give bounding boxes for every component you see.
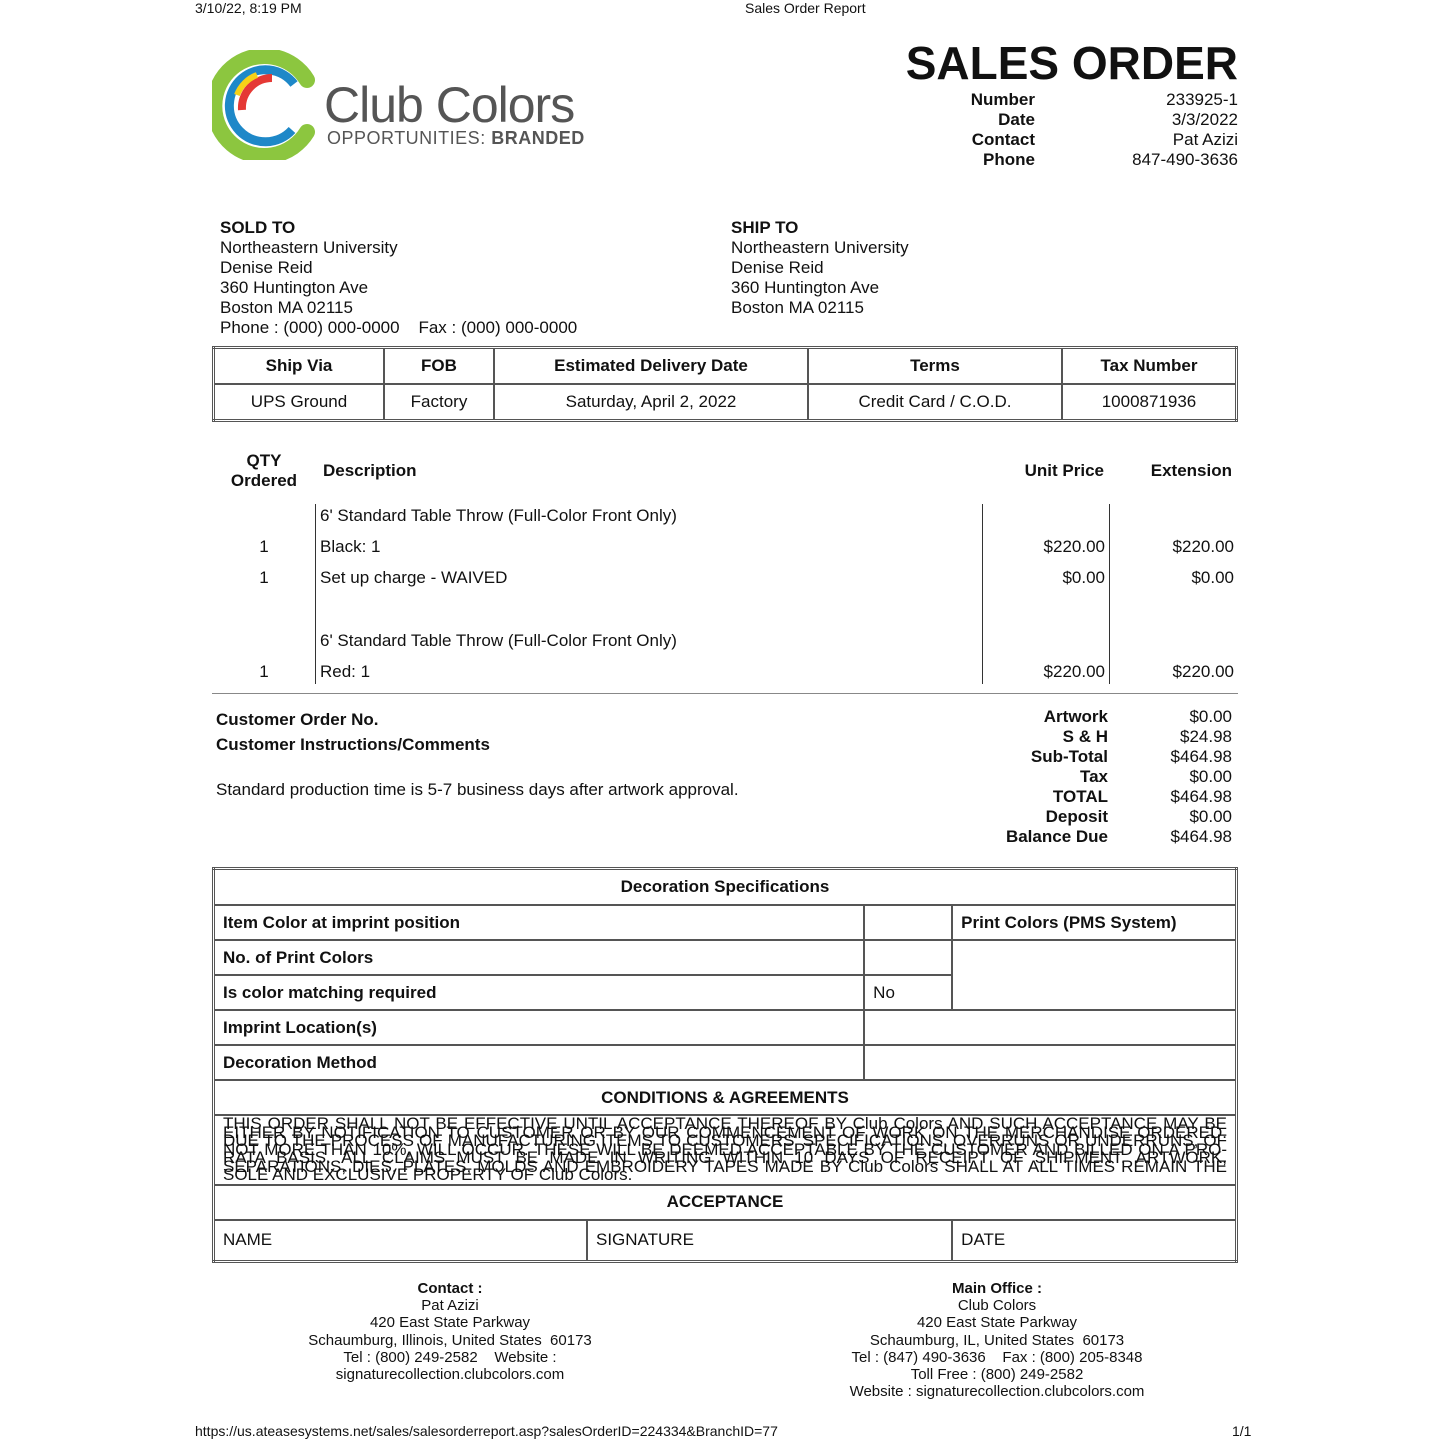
print-datetime: 3/10/22, 8:19 PM [195, 0, 302, 16]
column-divider [982, 504, 983, 684]
totals-row-total: TOTAL $464.98 [1052, 787, 1232, 806]
delivery-date-value: Saturday, April 2, 2022 [494, 384, 808, 421]
num-print-colors-value [864, 940, 952, 975]
table-row: 6' Standard Table Throw (Full-Color Front Only) [320, 631, 677, 650]
color-matching-label: Is color matching required [214, 975, 865, 1010]
decoration-method-label: Decoration Method [214, 1045, 865, 1080]
column-divider [315, 504, 316, 684]
sold-to-line: 360 Huntington Ave [220, 278, 369, 297]
totals-row-deposit: Deposit $0.00 [1045, 807, 1232, 826]
customer-order-no-label: Customer Order No. [216, 710, 379, 729]
shipping-header-row [214, 348, 1237, 385]
totals-row-tax: Tax $0.00 [1079, 767, 1232, 786]
imprint-location-value [864, 1010, 1236, 1045]
item-color-value [864, 905, 952, 940]
sold-to-phone: Phone : (000) 000-0000 Fax : (000) 000-0000 [220, 318, 578, 337]
shipping-table [212, 346, 1238, 422]
conditions-text: THIS ORDER SHALL NOT BE EFFECTIVE UNTIL ACCEPTANCE THEREOF BY Club Colors AND SUCH ACCEPTANCE MAY BE EITHER BY NOTIFICATION TO CUSTOMER OR BY OUR COMMENCEMENT OF WORK ON THE MERCHANDISE ORDERED. DUE TO THE PROCESS OF MANUFACTURING ITEMS TO CUSTOMERS' SPECIFICATIONS, OVERRUNS OR UNDERRUNS, OF NOT MORE THAN 10%, WILL OCCUR. THESE WILL BE DEEMED ACCEPTABLE BY THE CUSTOMER AND BILLED ON A PRO-RATA BASIS. ALL CLAIMS MUST BE MADE IN WRITING WITHIN 10 DAYS OF RECEIPT OF SHIPMENT. ARTWORK, SEPARATIONS, DIES, PLATES, MOLDS AND EMBROIDERY TAPES MADE BY Club Colors SHALL AT ALL TIMES REMAIN THE SOLE AND EXCLUSIVE PROPERTY OF Club Colors. [214, 1115, 1237, 1185]
totals-row-balance-due: Balance Due $464.98 [1005, 827, 1232, 846]
imprint-location-label: Imprint Location(s) [214, 1010, 865, 1045]
decoration-method-value [864, 1045, 1236, 1080]
order-date-row: Date 3/3/2022 [998, 110, 1238, 129]
print-url: https://us.ateasesystems.net/sales/salesorderreport.asp?salesOrderID=224334&BranchID=77 [195, 1423, 778, 1439]
conditions-title: CONDITIONS & AGREEMENTS [214, 1080, 1237, 1115]
decoration-title: Decoration Specifications [214, 869, 1237, 906]
acceptance-name-field[interactable]: NAME [214, 1220, 588, 1262]
table-row: 1 Black: 1 $220.00 $220.00 [259, 537, 1234, 556]
fob-value: Factory [384, 384, 494, 421]
order-number-row: Number 233925-1 [970, 90, 1238, 109]
logo-tagline-suffix: BRANDED [491, 128, 585, 148]
table-row: 1 Red: 1 $220.00 $220.00 [259, 662, 1234, 681]
print-colors-label: Print Colors (PMS System) [952, 905, 1236, 940]
table-row: 6' Standard Table Throw (Full-Color Front Only) [320, 506, 677, 525]
totals-block [998, 707, 1232, 847]
acceptance-signature-field[interactable]: SIGNATURE [587, 1220, 952, 1262]
footer-main-office: Main Office : Club Colors 420 East State Parkway Schaumburg, IL, United States 60173 Tel : (847) 490-3636 Fax : (800) 205-8348 Toll Free : (800) 249-2582 Website : signaturecollection.clubcolors.com [849, 1280, 1145, 1401]
qty-header: QTY Ordered [230, 451, 298, 490]
customer-note: Standard production time is 5-7 business days after artwork approval. [216, 780, 739, 799]
terms-header: Terms [808, 348, 1062, 385]
sold-to-heading: SOLD TO [220, 218, 296, 237]
logo-mark-icon [212, 50, 322, 160]
delivery-date-header: Estimated Delivery Date [494, 348, 808, 385]
column-divider [1109, 504, 1110, 684]
footer-contact: Contact : Pat Azizi 420 East State Parkway Schaumburg, Illinois, United States 60173 Tel : (800) 249-2582 Website : signaturecollection.clubcolors.com [308, 1280, 592, 1384]
shipping-value-row [214, 384, 1237, 421]
line-items [212, 446, 1238, 696]
ship-to-line: 360 Huntington Ave [731, 278, 880, 297]
logo-name: Club Colors [324, 77, 575, 133]
print-page-number: 1/1 [1232, 1423, 1252, 1439]
customer-instructions-label: Customer Instructions/Comments [216, 735, 490, 754]
tax-number-header: Tax Number [1062, 348, 1237, 385]
sold-to-line: Boston MA 02115 [220, 298, 353, 317]
order-meta [950, 90, 1238, 170]
num-print-colors-label: No. of Print Colors [214, 940, 865, 975]
ship-via-value: UPS Ground [214, 384, 385, 421]
ship-to-block [731, 218, 909, 318]
sold-to-line: Denise Reid [220, 258, 313, 277]
ship-to-heading: SHIP TO [731, 218, 799, 237]
totals-row-subtotal: Sub-Total $464.98 [1030, 747, 1232, 766]
ship-to-line: Boston MA 02115 [731, 298, 864, 317]
extension-header: Extension [1150, 461, 1232, 480]
page-title: SALES ORDER [905, 37, 1238, 89]
order-contact-row: Contact Pat Azizi [971, 130, 1238, 149]
tax-number-value: 1000871936 [1062, 384, 1237, 421]
item-color-label: Item Color at imprint position [214, 905, 865, 940]
description-header: Description [323, 461, 417, 480]
terms-value: Credit Card / C.O.D. [808, 384, 1062, 421]
company-logo [212, 50, 592, 160]
sold-to-block [220, 218, 577, 338]
unit-price-header: Unit Price [1024, 461, 1104, 480]
acceptance-date-field[interactable]: DATE [952, 1220, 1236, 1262]
table-row [212, 598, 1238, 620]
order-phone-row: Phone 847-490-3636 [983, 150, 1238, 169]
logo-tagline-prefix: OPPORTUNITIES: [327, 128, 486, 148]
print-colors-value [952, 940, 1236, 1010]
decoration-specifications-table [212, 867, 1238, 1263]
acceptance-title: ACCEPTANCE [214, 1185, 1237, 1220]
fob-header: FOB [384, 348, 494, 385]
logo-tagline [327, 128, 585, 149]
table-row: 1 Set up charge - WAIVED $0.00 $0.00 [259, 568, 1234, 587]
totals-row-shipping: S & H $24.98 [1062, 727, 1232, 746]
totals-row-artwork: Artwork $0.00 [1043, 707, 1232, 726]
items-divider [212, 693, 1238, 694]
ship-via-header: Ship Via [214, 348, 385, 385]
sold-to-line: Northeastern University [220, 238, 398, 257]
ship-to-line: Denise Reid [731, 258, 824, 277]
ship-to-line: Northeastern University [731, 238, 909, 257]
color-matching-value: No [864, 975, 952, 1010]
print-page-title: Sales Order Report [745, 0, 866, 16]
